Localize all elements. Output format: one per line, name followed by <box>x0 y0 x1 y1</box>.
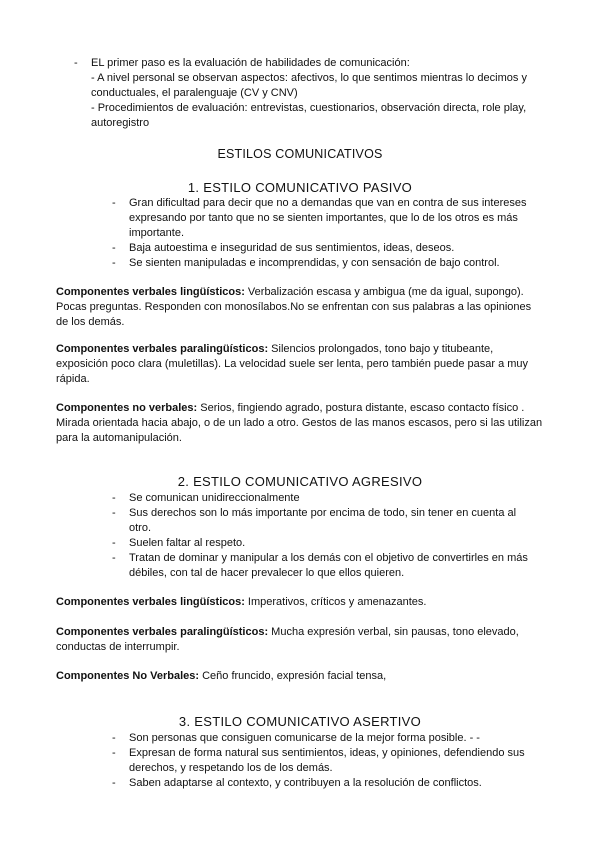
paragraph-label: Componentes no verbales: <box>56 402 198 414</box>
section-heading-asertivo: 3. ESTILO COMUNICATIVO ASERTIVO <box>178 714 422 729</box>
paragraph-agresivo-no-verbales <box>56 669 544 684</box>
paragraph-agresivo-paralinguisticos <box>56 625 544 655</box>
paragraph-text: Serios, fingiendo agrado, postura distante, escaso contacto físico . Mirada orientada hacia abajo, o de un lado a otro. Gestos de las manos escasos, pero si las utilizan para la automanipulación. <box>56 402 543 444</box>
list-item: - Baja autoestima e inseguridad de sus sentimientos, ideas, deseos. <box>112 241 537 256</box>
list-item: - Sus derechos son lo más importante por encima de todo, sin tener en cuenta al otro. <box>112 506 537 536</box>
intro-bullet-text: EL primer paso es la evaluación de habilidades de comunicación: <box>91 57 410 69</box>
paragraph-text: Mucha expresión verbal, sin pausas, tono elevado, conductas de interrumpir. <box>56 626 519 653</box>
list-item: - Suelen faltar al respeto. <box>112 536 537 551</box>
paragraph-label: Componentes verbales lingüísticos: <box>56 596 245 608</box>
paragraph-text: Silencios prolongados, tono bajo y titubeante, exposición poco clara (muletillas). La velocidad suele ser lenta, pero también puede pasar a muy rápida. <box>56 343 529 385</box>
paragraph-pasivo-linguisticos <box>56 285 544 330</box>
intro-block <box>74 56 544 131</box>
page-title: ESTILOS COMUNICATIVOS <box>217 147 383 161</box>
paragraph-pasivo-no-verbales <box>56 401 544 446</box>
section-list-agresivo <box>112 491 537 581</box>
list-item: - Tratan de dominar y manipular a los demás con el objetivo de convertirles en más débiles, con tal de hacer prevalecer lo que ellos quieren. <box>112 551 537 581</box>
list-item: - Saben adaptarse al contexto, y contribuyen a la resolución de conflictos. <box>112 776 537 791</box>
paragraph-text: Imperativos, críticos y amenazantes. <box>244 596 427 608</box>
list-item: - Expresan de forma natural sus sentimientos, ideas, y opiniones, defendiendo sus derechos, y respetando los de los demás. <box>112 746 537 776</box>
paragraph-text: Ceño fruncido, expresión facial tensa, <box>199 670 387 682</box>
paragraph-text: Verbalización escasa y ambigua (me da igual, supongo). Pocas preguntas. Responden con monosílabos.No se enfrentan con sus palabras a las opiniones de los demás. <box>56 286 532 328</box>
intro-bullet <box>74 56 544 131</box>
section-heading-agresivo: 2. ESTILO COMUNICATIVO AGRESIVO <box>177 474 423 489</box>
list-item: - Son personas que consiguen comunicarse de la mejor forma posible. - - <box>112 731 537 746</box>
paragraph-pasivo-paralinguisticos <box>56 342 544 387</box>
section-list-asertivo <box>112 731 537 791</box>
paragraph-label: Componentes verbales paralingüísticos: <box>56 626 269 638</box>
intro-list <box>74 56 544 131</box>
intro-line-1: - A nivel personal se observan aspectos: afectivos, lo que sentimos mientras lo decimos y conductuales, el paralenguaje (CV y CNV) <box>91 72 527 99</box>
list-item: - Se sienten manipuladas e incomprendidas, y con sensación de bajo control. <box>112 256 537 271</box>
list-item: - Gran dificultad para decir que no a demandas que van en contra de sus intereses expresando por tanto que no se sienten importantes, que lo de los otros es más importante. <box>112 196 537 241</box>
paragraph-label: Componentes verbales paralingüísticos: <box>56 343 269 355</box>
list-item: - Se comunican unidireccionalmente <box>112 491 537 506</box>
paragraph-label: Componentes No Verbales: <box>56 670 200 682</box>
section-heading-pasivo: 1. ESTILO COMUNICATIVO PASIVO <box>187 180 413 195</box>
intro-line-2: - Procedimientos de evaluación: entrevistas, cuestionarios, observación directa, role play, autoregistro <box>91 102 527 129</box>
paragraph-label: Componentes verbales lingüísticos: <box>56 286 245 298</box>
section-list-pasivo <box>112 196 537 271</box>
paragraph-agresivo-linguisticos <box>56 595 544 610</box>
